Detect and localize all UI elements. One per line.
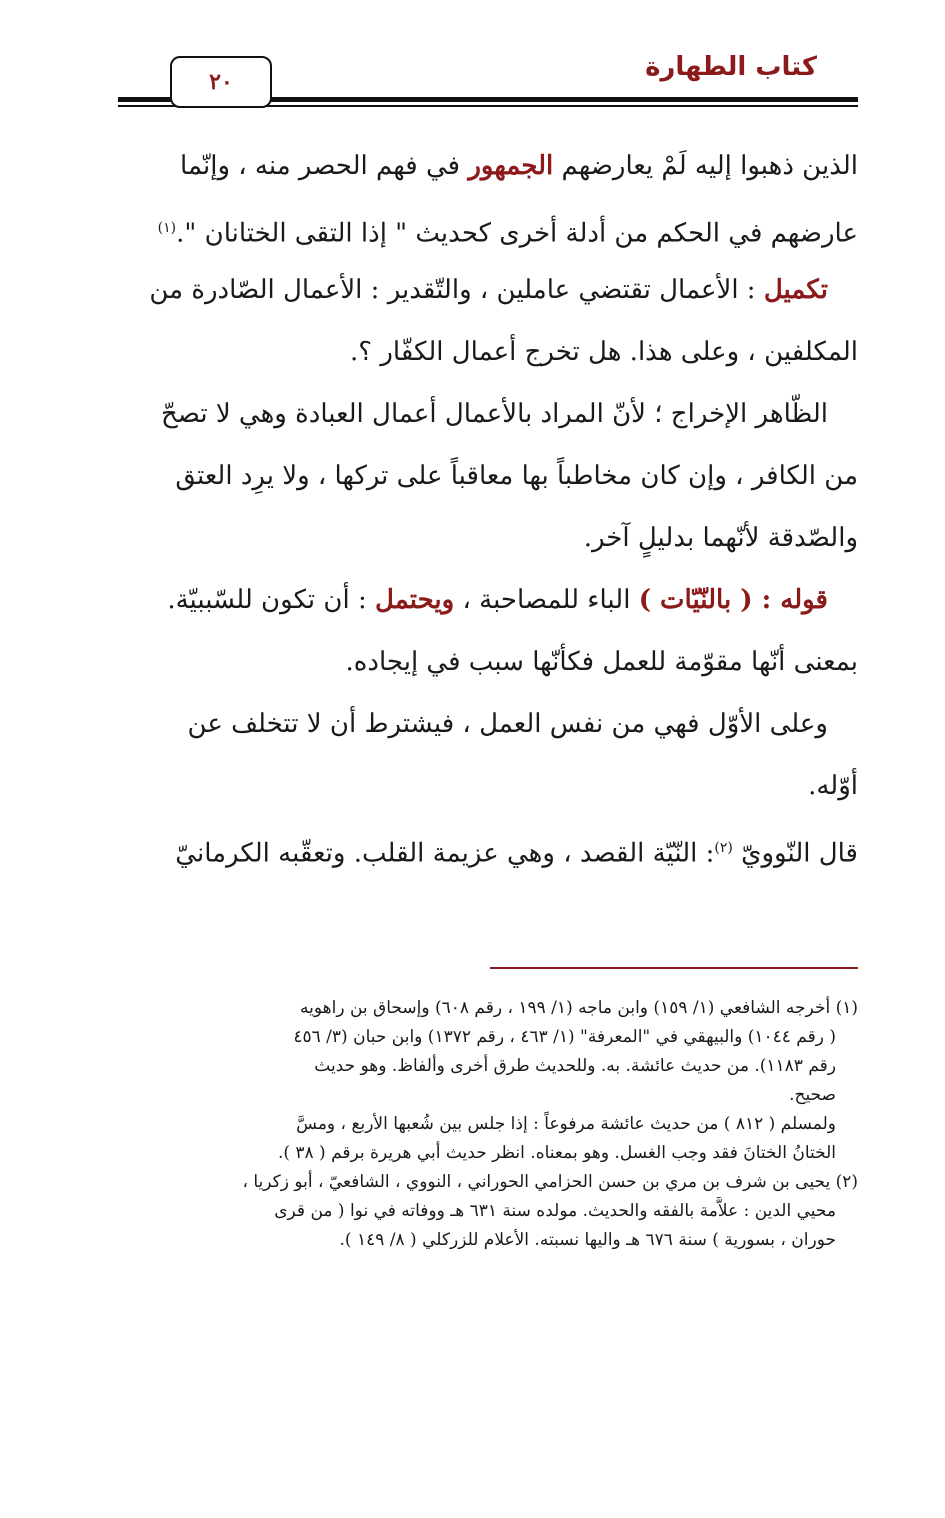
footnote-line: محيي الدين : علاَّمة بالفقه والحديث. مولده سنة ٦٣١ هـ ووفاته في نوا ( من قرى [274,1201,836,1221]
text-run: : أن تكون للسّببيّة. [167,585,376,615]
text-line [118,329,858,391]
highlighted-term: قوله : ( بالنّيّات ) [638,585,828,615]
book-title: كتاب الطهارة [645,52,817,82]
highlighted-term: تكميل [763,275,828,305]
text-line [118,701,858,763]
text-run: والصّدقة لأنّهما بدليلٍ آخر. [583,523,858,553]
footnote-line: حوران ، بسورية ) سنة ٦٧٦ هـ واليها نسبته. الأعلام للزركلي ( ٨/ ١٤٩ ). [339,1230,836,1250]
footnote-line: (٢) يحيى بن شرف بن مري بن حسن الحزامي الحوراني ، النووي ، الشافعيّ ، أبو زكريا ، [242,1172,858,1192]
text-line [118,453,858,515]
text-line [118,763,858,825]
footnote-ref[interactable]: (١) [157,220,177,236]
footnote-ref[interactable]: (٢) [714,840,733,856]
text-run: الظّاهر الإخراج ؛ لأنّ المراد بالأعمال أعمال العبادة وهي لا تصحّ [161,399,828,429]
text-line [118,267,858,329]
text-run: وعلى الأوّل فهي من نفس العمل ، فيشترط أن لا تتخلف عن [187,709,828,739]
footnote-line: (١) أخرجه الشافعي (١/ ١٥٩) وابن ماجه (١/ ١٩٩ ، رقم ٦٠٨) وإسحاق بن راهويه [300,998,858,1018]
text-line [118,825,858,887]
footnote-line: رقم ١١٨٣). من حديث عائشة. به. وللحديث طرق أخرى وألفاظ. وهو حديث [314,1056,836,1076]
footnote-line: صحيح. [789,1085,836,1105]
text-line [118,391,858,453]
text-run: بمعنى أنّها مقوّمة للعمل فكأنّها سبب في إيجاده. [345,647,858,677]
footnote-line: ( رقم ١٠٤٤) والبيهقي في "المعرفة" (١/ ٤٦٣ ، رقم ١٣٧٢) وابن حبان (٣/ ٤٥٦ [293,1027,836,1047]
main-text [118,143,858,887]
footnotes [118,994,858,1255]
text-run: في فهم الحصر منه ، وإنّما [180,151,469,181]
highlighted-term: ويحتمل [375,585,455,615]
text-line [118,639,858,701]
text-run: أوّله. [808,771,858,801]
text-line [118,515,858,577]
text-run: الباء للمصاحبة ، [454,585,639,615]
page-number-box [170,56,272,108]
page-number: ٢٠ [209,69,233,95]
footnote-separator [490,967,858,969]
text-line [118,143,858,205]
footnote-line: ولمسلم ( ٨١٢ ) من حديث عائشة مرفوعاً : إذا جلس بين شُعبها الأربع ، ومسَّ [296,1114,836,1134]
text-line [118,577,858,639]
text-run: قال النّوويّ [732,838,858,869]
highlighted-term: الجمهور [468,151,554,181]
footnote-line: الختانُ الختانَ فقد وجب الغسل. وهو بمعناه. انظر حديث أبي هريرة برقم ( ٣٨ ). [277,1143,836,1163]
text-line [118,205,858,267]
text-run: الذين ذهبوا إليه لَمْ يعارضهم [553,151,858,181]
text-run: من الكافر ، وإن كان مخاطباً بها معاقباً على تركها ، ولا يرِد العتق [175,461,858,491]
text-run: المكلفين ، وعلى هذا. هل تخرج أعمال الكفّار ؟. [350,337,858,367]
text-run: : النّيّة القصد ، وهي عزيمة القلب. وتعقّبه الكرمانيّ [175,838,715,869]
text-run: : الأعمال تقتضي عاملين ، والتّقدير : الأعمال الصّادرة من [149,275,764,305]
text-run: عارضهم في الحكم من أدلة أخرى كحديث " إذا التقى الختانان ". [176,218,858,249]
